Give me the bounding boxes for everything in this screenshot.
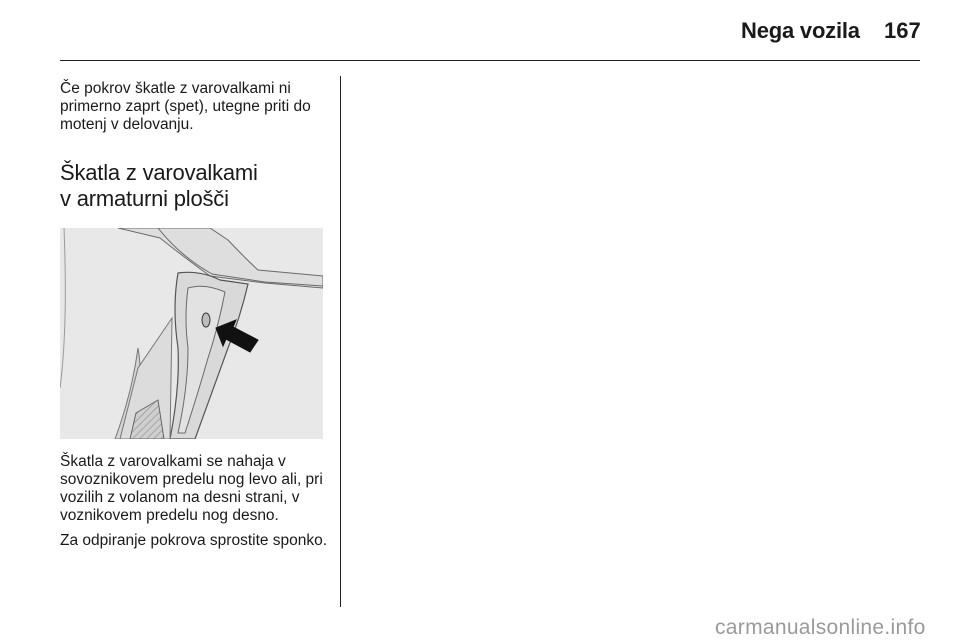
page-number: 167 (884, 18, 921, 43)
location-paragraph: Škatla z varovalkami se nahaja v sovoznikovem predelu nog levo ali, pri vozilih z volanom na desni strani, v voznikovem predelu nog desno. (60, 453, 323, 524)
instruction-paragraph: Za odpiranje pokrova sprostite sponko. (60, 532, 328, 549)
section-heading-line1: Škatla z varovalkami (60, 160, 258, 185)
header-divider (60, 60, 920, 61)
intro-paragraph: Če pokrov škatle z varovalkami ni primerno zaprt (spet), utegne priti do motenj v delovanju. (60, 80, 311, 133)
fuse-box-drawing (60, 228, 323, 439)
section-heading (60, 160, 332, 212)
section-heading-line2: v armaturni plošči (60, 186, 229, 211)
watermark-text: carmanualsonline.info (715, 616, 926, 639)
fuse-box-illustration (60, 228, 323, 439)
column-divider (340, 76, 341, 607)
chapter-title: Nega vozila (741, 18, 860, 43)
left-column (60, 80, 332, 550)
